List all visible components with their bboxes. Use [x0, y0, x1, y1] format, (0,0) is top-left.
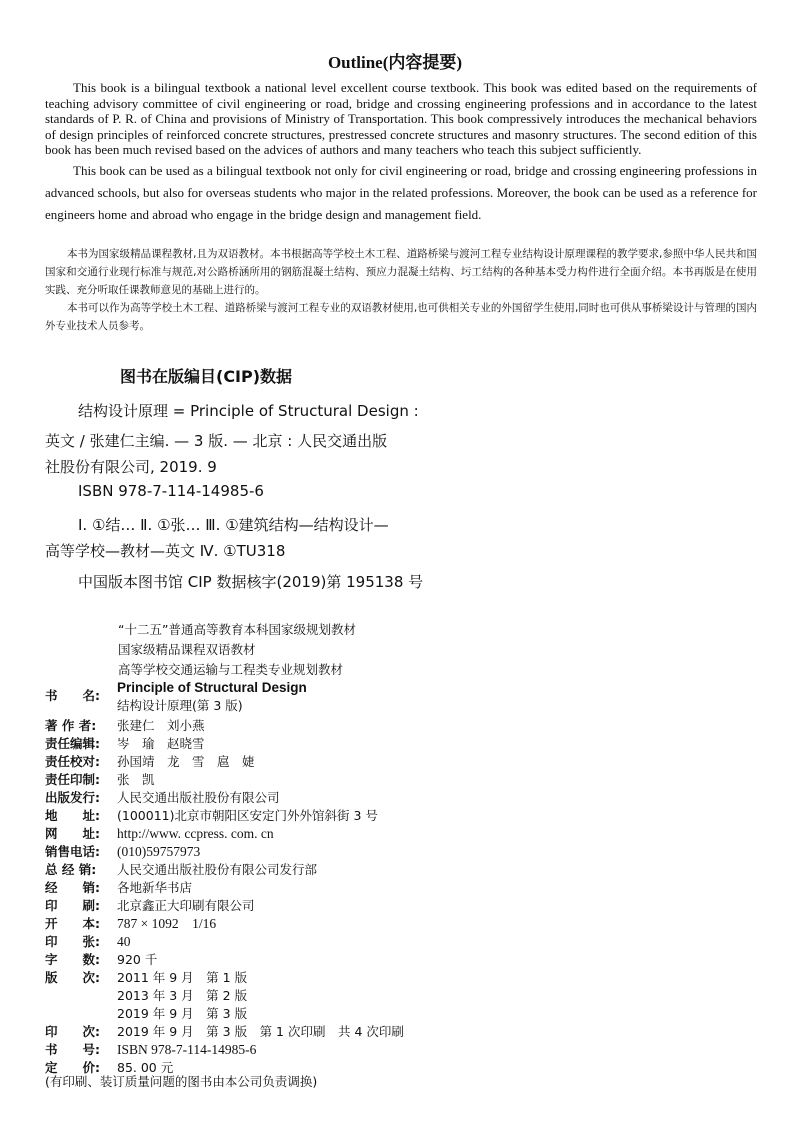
sheets-value: 40 [117, 934, 131, 949]
chinese-summary-paragraph-2: 本书可以作为高等学校土木工程、道路桥梁与渡河工程专业的双语教材使用,也可供相关专业的外国留学生使用,同时也可供从事桥梁设计与管理的国内外专业技术人员参考。 [45, 302, 757, 332]
dealer-label: 经 销: [45, 880, 100, 895]
book-title-label: 书 名: [45, 688, 100, 703]
footer-note: (有印刷、装订质量问题的图书由本公司负责调换) [45, 1074, 318, 1089]
cip-line-1: 结构设计原理 = Principle of Structural Design : [78, 402, 419, 420]
impression-label: 印 次: [45, 1024, 100, 1039]
format-label: 开 本: [45, 916, 100, 931]
cip-line-7: 中国版本图书馆 CIP 数据核字(2019)第 195138 号 [78, 573, 424, 591]
outline-title: Outline(内容提要) [327, 53, 463, 72]
author-label: 著 作 者: [45, 718, 97, 733]
printer-value: 北京鑫正大印刷有限公司 [117, 898, 255, 913]
phone-label: 销售电话: [45, 844, 100, 859]
cip-line-4: ISBN 978-7-114-14985-6 [78, 482, 264, 500]
format-value: 787 × 1092 1/16 [117, 916, 217, 931]
book-title-en: Principle of Structural Design [117, 680, 307, 695]
book-title-cn: 结构设计原理(第 3 版) [117, 698, 243, 713]
edition-label: 版 次: [45, 970, 100, 985]
distributor-label: 总 经 销: [45, 862, 97, 877]
cip-line-6: 高等学校—教材—英文 Ⅳ. ①TU318 [45, 542, 286, 560]
url-value: http://www. ccpress. com. cn [117, 826, 274, 841]
isbn-value: ISBN 978-7-114-14985-6 [117, 1042, 257, 1057]
print-resp-value: 张 凯 [117, 772, 155, 787]
edition-value-3: 2019 年 9 月 第 3 版 [117, 1006, 248, 1021]
phone-value: (010)59757973 [117, 844, 201, 859]
cip-title: 图书在版编目(CIP)数据 [120, 367, 293, 386]
cip-line-2: 英文 / 张建仁主编. — 3 版. — 北京 : 人民交通出版 [45, 432, 388, 450]
series-line-1: “十二五”普通高等教育本科国家级规划教材 [118, 622, 356, 637]
author-value: 张建仁 刘小燕 [117, 718, 205, 733]
address-value: (100011)北京市朝阳区安定门外外馆斜街 3 号 [117, 808, 378, 823]
distributor-value: 人民交通出版社股份有限公司发行部 [117, 862, 318, 877]
cip-line-5: Ⅰ. ①结… Ⅱ. ①张… Ⅲ. ①建筑结构—结构设计— [78, 516, 389, 534]
chinese-summary [45, 245, 757, 335]
series-line-3: 高等学校交通运输与工程类专业规划教材 [118, 662, 344, 677]
impression-value: 2019 年 9 月 第 3 版 第 1 次印刷 共 4 次印刷 [117, 1024, 404, 1039]
series-list [118, 620, 356, 680]
editor-label: 责任编辑: [45, 736, 100, 751]
outline-text [45, 80, 757, 226]
address-label: 地 址: [45, 808, 100, 823]
publisher-value: 人民交通出版社股份有限公司 [117, 790, 280, 805]
cip-line-3: 社股份有限公司, 2019. 9 [45, 458, 217, 476]
price-label: 定 价: [45, 1060, 100, 1075]
url-label: 网 址: [45, 826, 100, 841]
outline-paragraph-2: This book can be used as a bilingual textbook not only for civil engineering or road, bridge and crossing engineering professions in advanced schools, but also for overseas students who major in the related professions. Moreover, the book can be used as a reference for engineers home and abroad who engage in the bridge design and management field. [45, 162, 757, 222]
publisher-label: 出版发行: [45, 790, 100, 805]
proof-value: 孙国靖 龙 雪 扈 婕 [117, 754, 255, 769]
series-line-2: 国家级精品课程双语教材 [118, 642, 256, 657]
edition-value-2: 2013 年 3 月 第 2 版 [117, 988, 248, 1003]
price-value: 85. 00 元 [117, 1060, 174, 1075]
outline-paragraph-1: This book is a bilingual textbook a national level excellent course textbook. This book was edited based on the requirements of teaching advisory committee of civil engineering or road, bridge and crossing engineering professions and in accordance to the latest standards of P. R. of China and provisions of Ministry of Transportation. This book compressively introduces the mechanical behaviors of design principles of reinforced concrete structures, prestressed concrete structures and masonry structures. The second edition of this book has been much revised based on the advices of authors and many teachers who teach this subject sufficiently. [45, 80, 757, 158]
words-label: 字 数: [45, 952, 100, 967]
print-resp-label: 责任印制: [45, 772, 100, 787]
words-value: 920 千 [117, 952, 158, 967]
isbn-label: 书 号: [45, 1042, 100, 1057]
printer-label: 印 刷: [45, 898, 100, 913]
chinese-summary-paragraph-1: 本书为国家级精品课程教材,且为双语教材。本书根据高等学校土木工程、道路桥梁与渡河工程专业结构设计原理课程的教学要求,参照中华人民共和国国家和交通行业现行标准与规范,对公路桥涵所用的钢筋混凝土结构、预应力混凝土结构、圬工结构的各种基本受力构件进行全面介绍。本书再版是在使用实践、充分听取任课教师意见的基础上进行的。 [45, 248, 757, 296]
editor-value: 岑 瑜 赵晓雪 [117, 736, 205, 751]
proof-label: 责任校对: [45, 754, 100, 769]
dealer-value: 各地新华书店 [117, 880, 193, 895]
edition-value-1: 2011 年 9 月 第 1 版 [117, 970, 248, 985]
sheets-label: 印 张: [45, 934, 100, 949]
